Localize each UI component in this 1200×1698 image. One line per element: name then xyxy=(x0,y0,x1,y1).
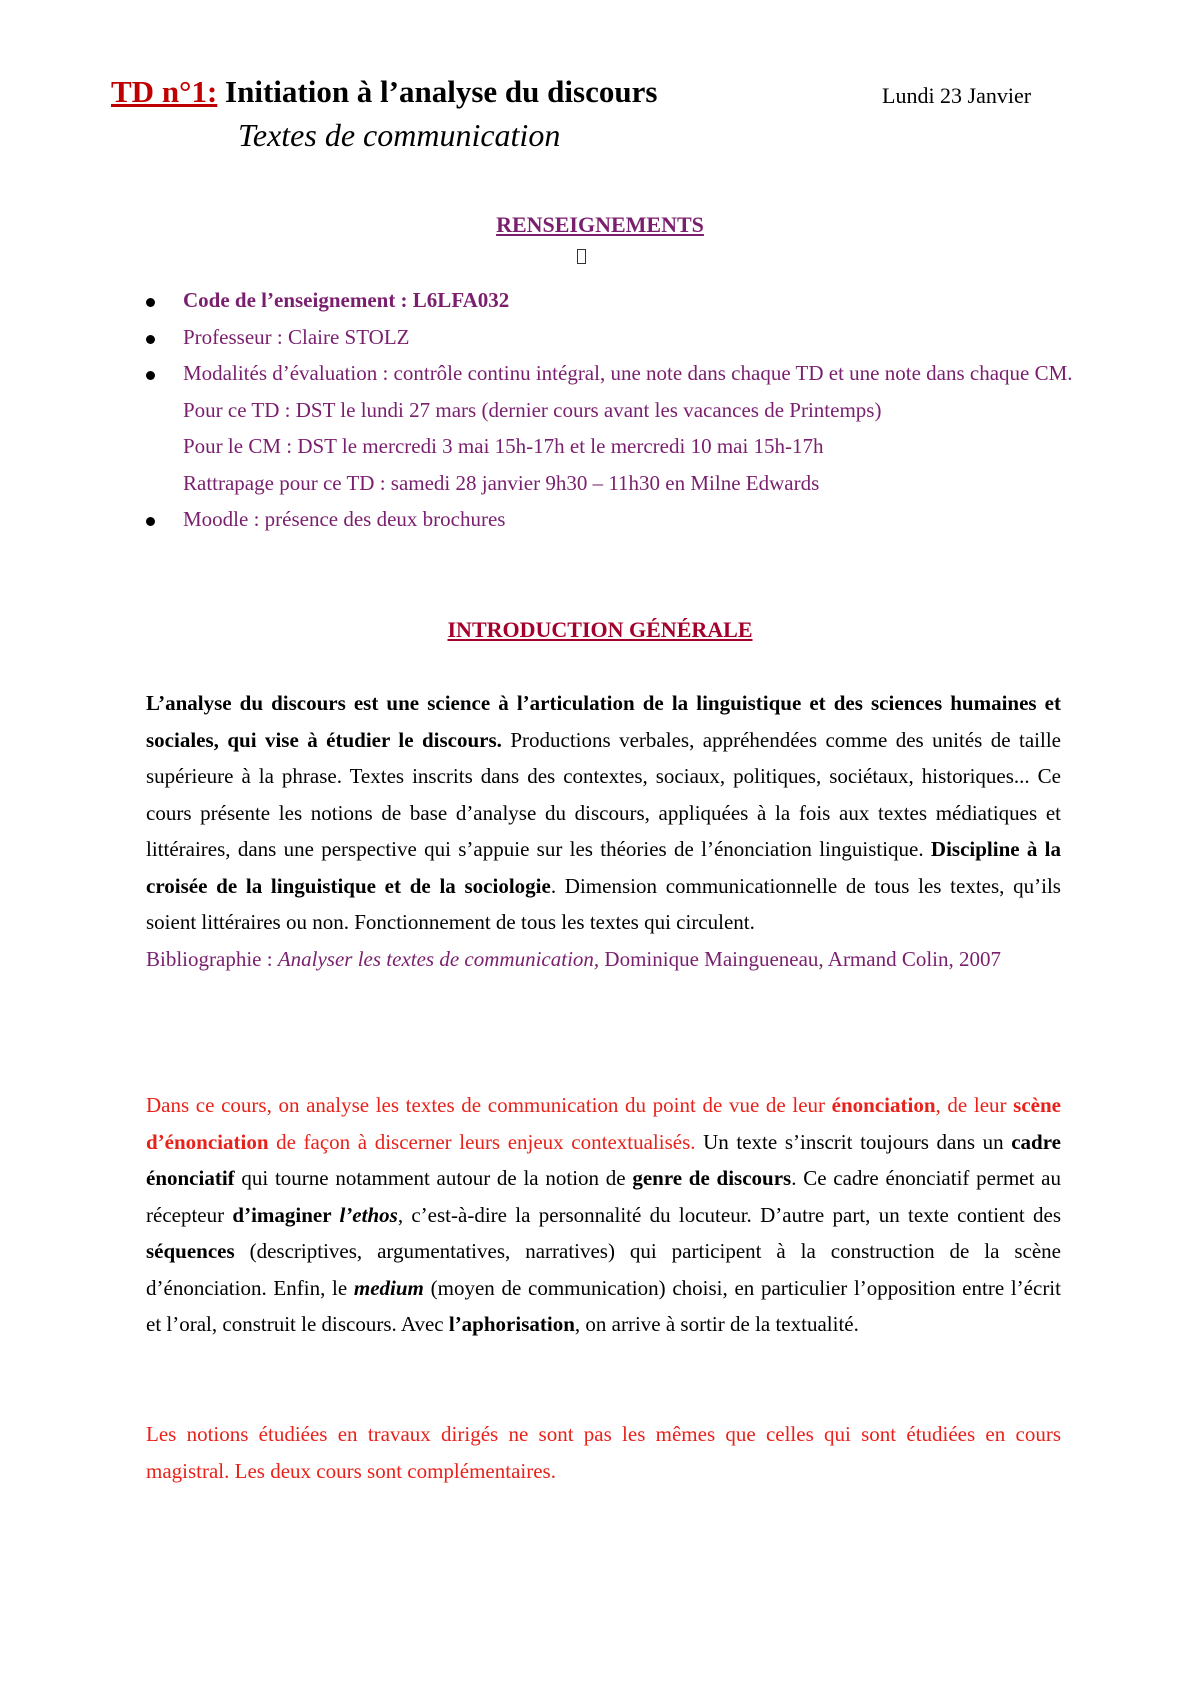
list-item xyxy=(146,355,1086,501)
bullet-icon xyxy=(146,517,155,526)
professeur-text: Professeur : Claire STOLZ xyxy=(183,324,410,349)
bibliography-details: , Dominique Maingueneau, Armand Colin, 2007 xyxy=(593,946,1002,971)
list-item xyxy=(146,319,1086,356)
intro-lead: L’analyse du discours est une science à l’articulation de la linguistique et des sciences humaines et sociales, qui vise à étudier le discours. xyxy=(146,691,1061,752)
p2-black: Un texte s’inscrit toujours dans un cadre énonciatif qui tourne notamment autour de la notion de genre de discours. Ce cadre énonciatif permet au récepteur d’imaginer l’ethos, c’est-à-dire la personnalité du locuteur. D’autre part, un texte contient des séquences (descriptives, argumentatives, narratives) qui participent à la construction de la scène d’énonciation. Enfin, le medium (moyen de communication) choisi, en particulier l’opposition entre l’écrit et l’oral, construit le discours. Avec l’aphorisation, on arrive à sortir de la textualité. xyxy=(146,1129,1062,1336)
introduction-heading: INTRODUCTION GÉNÉRALE xyxy=(447,617,753,642)
moodle-text: Moodle : présence des deux brochures xyxy=(183,507,506,531)
bibliography-title: Analyser les textes de communication xyxy=(277,946,594,971)
intro-text-end: . Dimension communicationnelle de tous les textes, qu’ils soient littéraires ou non. Fonctionnement de tous les textes qui circulent. xyxy=(146,873,1061,934)
intro-paragraph xyxy=(146,685,1061,977)
renseignements-heading: RENSEIGNEMENTS xyxy=(496,212,704,237)
bibliography xyxy=(146,947,1001,971)
missing-glyph-icon xyxy=(577,249,586,264)
pour-cm-text: Pour le CM : DST le mercredi 3 mai 15h-17h et le mercredi 10 mai 15h-17h xyxy=(183,434,824,458)
rattrapage-text: Rattrapage pour ce TD : samedi 28 janvier 9h30 – 11h30 en Milne Edwards xyxy=(183,470,820,495)
pour-td-text: Pour ce TD : DST le lundi 27 mars (dernier cours avant les vacances de Printemps) xyxy=(183,397,882,422)
bullet-icon xyxy=(146,371,155,380)
bibliography-label: Bibliographie : xyxy=(146,946,278,971)
date: Lundi 23 Janvier xyxy=(882,83,1032,108)
enonciation-paragraph xyxy=(146,1087,1061,1343)
renseignements-list xyxy=(146,282,1086,538)
intro-emphasis: Discipline à la croisée de la linguistique et de la sociologie xyxy=(146,837,1061,898)
bullet-icon xyxy=(146,298,155,307)
bullet-icon xyxy=(146,335,155,344)
list-item xyxy=(146,501,1086,538)
p2-red: Dans ce cours, on analyse les textes de communication du point de vue de leur énonciation, de leur scène d’énonciation de façon à discerner leurs enjeux contextualisés. xyxy=(146,1093,1061,1154)
td-label: TD n°1: xyxy=(111,74,218,109)
intro-text: Productions verbales, appréhendées comme des unités de taille supérieure à la phrase. Textes inscrits dans des contextes, sociaux, politiques, sociétaux, historiques... Ce cours présente les notions de base d’analyse du discours, appliquées à la fois aux textes médiatiques et littéraires, dans une perspective qui s’appuie sur les théories de l’énonciation linguistique. xyxy=(146,727,1061,861)
code-text: Code de l’enseignement : L6LFA032 xyxy=(183,288,510,312)
complementary-note: Les notions étudiées en travaux dirigés ne sont pas les mêmes que celles qui sont étudiées en cours magistral. Les deux cours sont complémentaires. xyxy=(146,1422,1061,1483)
modalites-text: Modalités d’évaluation : contrôle continu intégral, une note dans chaque TD et une note dans chaque CM. xyxy=(183,361,1073,385)
document-title xyxy=(111,74,657,110)
subtitle: Textes de communication xyxy=(238,117,561,153)
title-text: Initiation à l’analyse du discours xyxy=(225,74,658,109)
list-item xyxy=(146,282,1086,319)
